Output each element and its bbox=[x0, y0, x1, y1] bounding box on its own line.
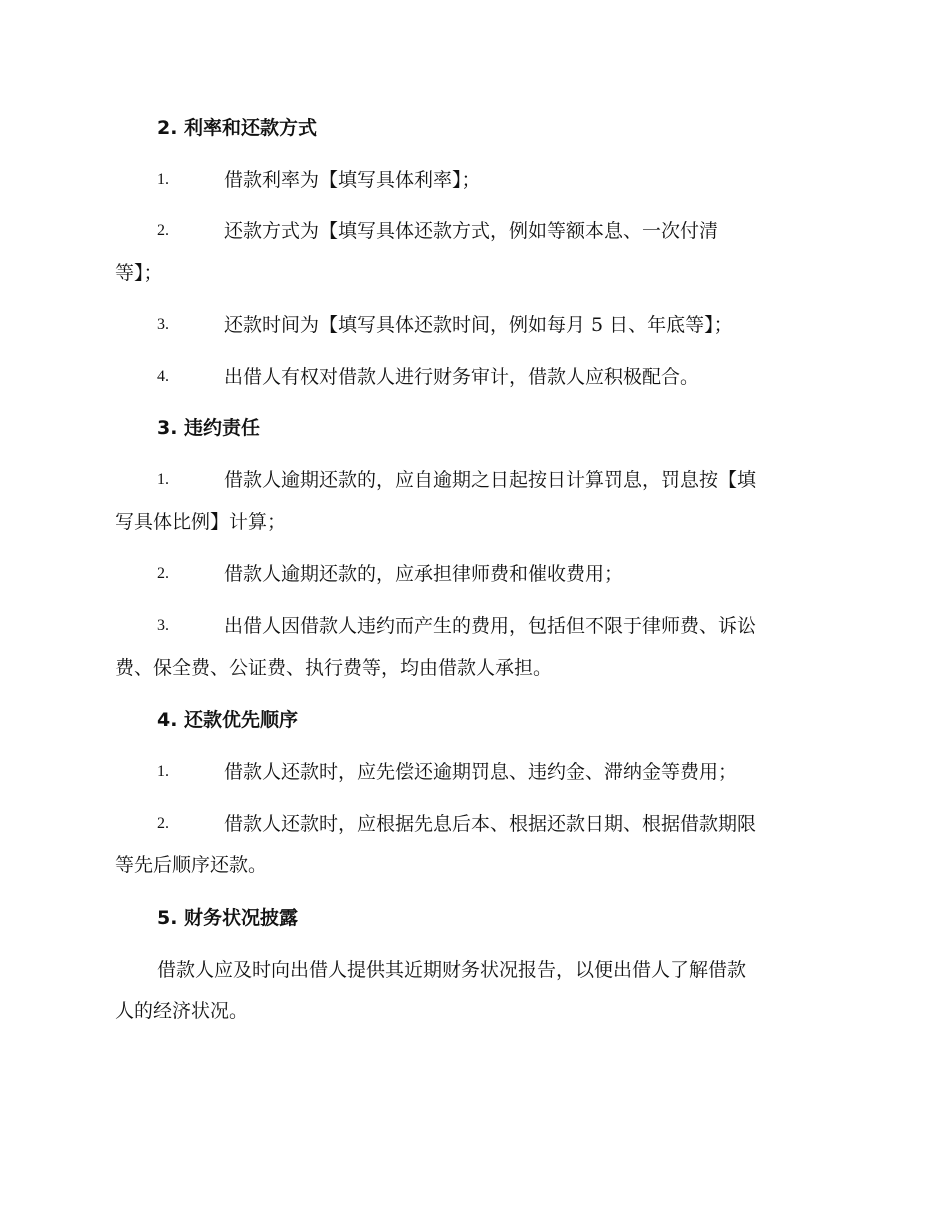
section-heading-disclosure: 5. 财务状况披露 bbox=[157, 907, 299, 929]
list-item-text: 借款人还款时，应根据先息后本、根据还款日期、根据借款期限 bbox=[224, 813, 757, 835]
list-item-text: 出借人有权对借款人进行财务审计，借款人应积极配合。 bbox=[224, 366, 700, 388]
list-item-text: 借款人还款时，应先偿还逾期罚息、违约金、滞纳金等费用； bbox=[224, 761, 738, 783]
paragraph-continuation: 人的经济状况。 bbox=[115, 1000, 249, 1022]
list-item-text: 借款利率为【填写具体利率】； bbox=[224, 169, 481, 191]
list-item-text: 出借人因借款人违约而产生的费用，包括但不限于律师费、诉讼 bbox=[224, 615, 757, 637]
list-item-text: 还款方式为【填写具体还款方式，例如等额本息、一次付清 bbox=[224, 220, 719, 242]
list-item-continuation: 等先后顺序还款。 bbox=[115, 854, 268, 876]
list-item-text: 借款人逾期还款的，应自逾期之日起按日计算罚息，罚息按【填 bbox=[224, 469, 757, 491]
list-item-number: 2. bbox=[157, 565, 169, 582]
list-item-number: 3. bbox=[157, 316, 169, 333]
list-item-number: 1. bbox=[157, 471, 169, 488]
list-item-text: 借款人逾期还款的，应承担律师费和催收费用； bbox=[224, 563, 624, 585]
section-heading-priority: 4. 还款优先顺序 bbox=[157, 709, 299, 731]
list-item-number: 4. bbox=[157, 368, 169, 385]
list-item-number: 2. bbox=[157, 815, 169, 832]
list-item-number: 1. bbox=[157, 171, 169, 188]
list-item-continuation: 写具体比例】计算； bbox=[115, 511, 287, 533]
list-item-continuation: 等】； bbox=[115, 262, 163, 284]
list-item-text: 还款时间为【填写具体还款时间，例如每月 5 日、年底等】； bbox=[224, 314, 733, 336]
list-item-continuation: 费、保全费、公证费、执行费等，均由借款人承担。 bbox=[115, 657, 553, 679]
list-item-number: 1. bbox=[157, 763, 169, 780]
list-item-number: 3. bbox=[157, 617, 169, 634]
section-heading-breach: 3. 违约责任 bbox=[157, 417, 261, 439]
paragraph: 借款人应及时向出借人提供其近期财务状况报告，以便出借人了解借款 bbox=[157, 959, 747, 981]
list-item-number: 2. bbox=[157, 222, 169, 239]
section-heading-interest: 2. 利率和还款方式 bbox=[157, 117, 318, 139]
